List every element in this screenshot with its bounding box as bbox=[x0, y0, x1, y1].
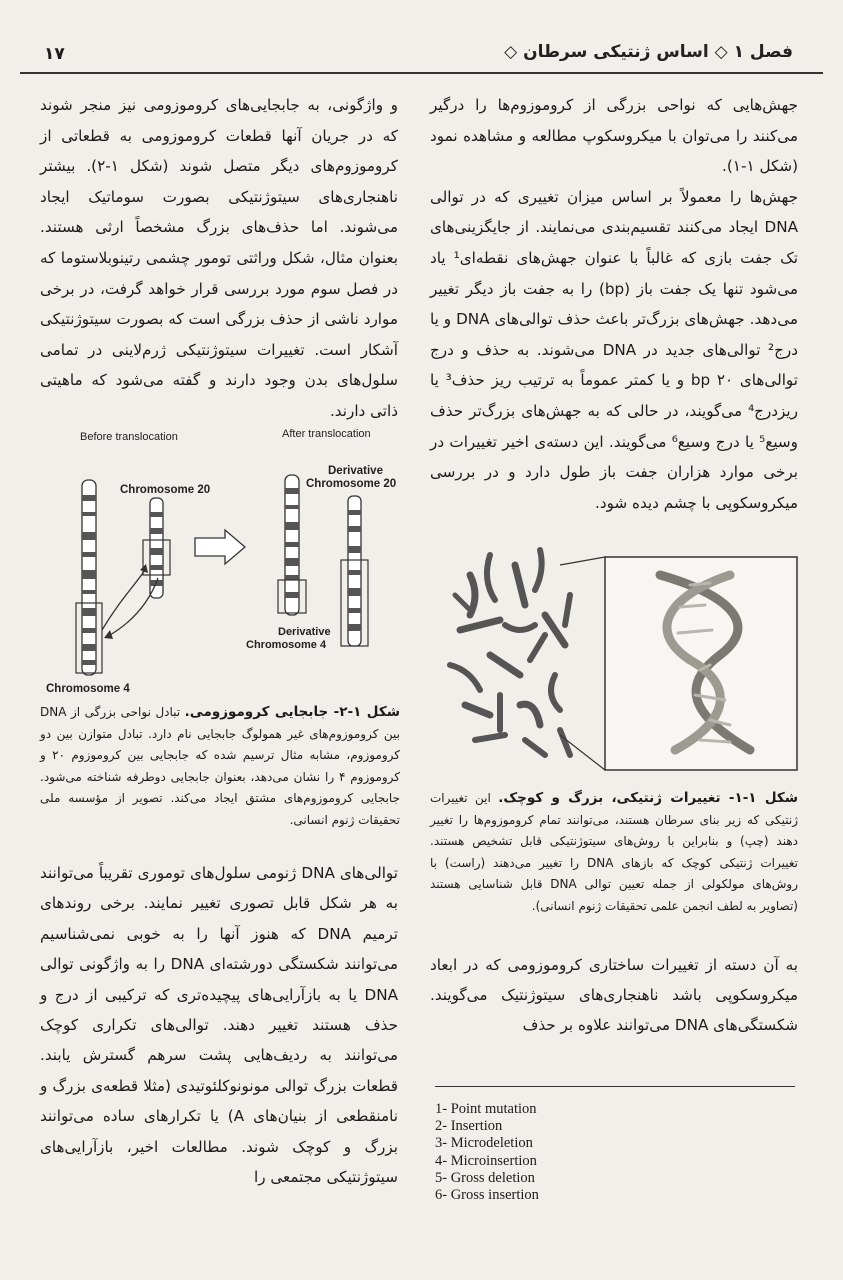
page-number: ۱۷ bbox=[44, 44, 65, 64]
footnote-rule bbox=[435, 1086, 795, 1087]
derivative-chromosome-4 bbox=[278, 475, 306, 615]
footnote: 1- Point mutation bbox=[435, 1101, 537, 1117]
footnote: 3- Microdeletion bbox=[435, 1135, 533, 1152]
chapter-title: فصل ۱ ◇ اساس ژنتیکی سرطان ◇ bbox=[504, 42, 793, 62]
after-translocation-label: After translocation bbox=[282, 428, 371, 440]
figure2-caption bbox=[40, 702, 400, 831]
right-column-bottom bbox=[430, 950, 798, 1040]
transition-arrow bbox=[195, 530, 245, 564]
paragraph: توالی‌های DNA ژنومی سلول‌های توموری تقریباً می‌توانند به هر شکل قابل تصوری تغییر نمایند. برخی روندهای ترمیم DNA که هنوز آنها را به خوبی نمی‌شناسیم می‌توانند شکستگی دورشته‌ای DNA را به واژگونی توالی DNA یا به بازآرایی‌های پیچیده‌تری که ترکیبی از درج و حذف هستند تغییر دهند. توالی‌های تکراری کوچک می‌توانند به ردیف‌هایی پشت سرهم گسترش یابند. قطعات بزرگ توالی مونونوکلئوتیدی (مثلا قطعه‌ی بزرگ و نامنقطعی از بنیان‌های A) یا تکرارهای ساده می‌توانند بزرگ و کوچک شوند. مطالعات اخیر، بازآرایی‌های سیتوژنتیکی مجتمعی را bbox=[40, 864, 399, 1187]
footnote: 4- Microinsertion bbox=[435, 1152, 537, 1169]
zoom-line bbox=[560, 557, 605, 565]
chromosome-4 bbox=[76, 480, 102, 675]
figure1-genetic-changes bbox=[430, 535, 800, 785]
figure2-caption-body: تبادل نواحی بزرگی از DNA بین کروموزوم‌های غیر همولوگ جابجایی نام دارد. تبادل متوازن بین دو کروموزوم، مشابه مثال ترسیم شده که جابجایی بین کروموزوم ۲۰ و کروموزوم ۴ را نشان می‌دهد، بعنوان جابجایی دوطرفه شناخته می‌شود. جابجایی کروموزوم‌های مشتق ایجاد می‌کند. تصویر از مؤسسه ملی تحقیقات ژنوم انسانی. bbox=[40, 705, 401, 827]
paragraph: جهش‌هایی که نواحی بزرگی از کروموزوم‌ها را درگیر می‌کنند را می‌توان با میکروسکوپ مطالعه و مشاهده نمود (شکل ۱-۱). bbox=[430, 96, 798, 176]
chromosome-20-label: Chromosome 20 bbox=[120, 484, 211, 496]
page-header bbox=[20, 38, 803, 78]
figure2-translocation-diagram bbox=[40, 420, 410, 700]
figure1-caption-title: شکل ۱-۱- تغییرات ژنتیکی، بزرگ و کوچک. bbox=[498, 790, 798, 806]
derivative-chromosome-20 bbox=[341, 496, 368, 646]
paragraph: و واژگونی، به جابجایی‌های کروموزومی نیز منجر شوند که در جریان آنها قطعات کروموزومی به قطعاتی از کروموزوم‌های دیگر متصل شوند (شکل ۱-۲). بیشتر ناهنجاری‌های سیتوژنتیکی بصورت سوماتیک ایجاد می‌شوند. اما حذف‌های بزرگ مشخصاً ارثی هستند. بعنوان مثال، شکل وراثتی تومور چشمی رتینوبلاستوما که در فصل سوم مورد بررسی قرار خواهد گرفت، در برخی موارد ناشی از حذف بزرگی است که بصورت سیتوژنتیکی آشکار است. تغییرات سیتوژنتیکی ژرم‌لاینی در تمامی سلول‌های بدن وجود دارند و گفته می‌شود که ماهیتی ذاتی دارند. bbox=[40, 96, 398, 420]
paragraph: به آن دسته از تغییرات ساختاری کروموزومی که در ابعاد میکروسکوپی باشد ناهنجاری‌های سیتوژنتیک می‌گویند. شکستگی‌های DNA می‌توانند علاوه بر حذف bbox=[430, 956, 798, 1034]
derivative-20-label-line1: Derivative bbox=[328, 465, 383, 477]
left-column-top bbox=[40, 90, 398, 427]
header-rule bbox=[20, 72, 823, 74]
figure2-caption-title: شکل ۱-۲- جابجایی کروموزومی. bbox=[184, 704, 400, 720]
footnote: 2- Insertion bbox=[435, 1118, 503, 1135]
derivative-4-label-line2: Chromosome 4 bbox=[246, 639, 327, 651]
exchange-arrow bbox=[102, 570, 145, 630]
chromosome-4-label: Chromosome 4 bbox=[46, 683, 130, 695]
derivative-20-label-line2: Chromosome 20 bbox=[306, 478, 397, 490]
footnotes bbox=[435, 1086, 795, 1204]
karyotype-image bbox=[450, 550, 570, 755]
paragraph: جهش‌ها را معمولاً بر اساس میزان تغییری که در توالی DNA ایجاد می‌کنند تقسیم‌بندی می‌نمایند. از جایگزینی‌های تک جفت بازی که غالباً با عنوان جهش‌های نقطه‌ای¹ یاد می‌شود تنها یک جفت باز (bp) را به جفت باز دیگر تغییر می‌دهد. جهش‌های بزرگ‌تر باعث حذف توالی‌های DNA و یا درج² توالی‌های جدید در DNA می‌شوند. به حذف و درج توالی‌های bp ۲۰ و یا کمتر عموماً به ترتیب ریز حذف³ یا ریزدرج⁴ می‌گویند، در حالی که به جهش‌های بزرگ‌تر حذف وسیع⁵ یا درج وسیع⁶ می‌گویند. این دسته‌ی اخیر تغییرات در برخی موارد هزاران جفت باز طول دارد و در بررسی میکروسکوپی با چشم دیده شود. bbox=[430, 187, 798, 512]
figure1-caption bbox=[430, 788, 798, 917]
before-translocation-label: Before translocation bbox=[80, 431, 178, 443]
left-column-bottom bbox=[40, 858, 398, 1192]
footnote: 5- Gross deletion bbox=[435, 1169, 535, 1186]
derivative-4-label-line1: Derivative bbox=[278, 626, 331, 638]
footnote: 6- Gross insertion bbox=[435, 1187, 539, 1204]
figure1-caption-body: این تغییرات ژنتیکی که زیر بنای سرطان هستند، می‌توانند تمام کروموزوم‌ها را تغییر دهند (چپ) و بنابراین با روش‌های سیتوژنتیکی قابل تشخیص هستند. تغییرات ژنتیکی کوچک که بازهای DNA را تغییر می‌دهند (راست) با روش‌های مولکولی از جمله تعیین توالی DNA قابل شناسایی هستند (تصاویر به لطف انجمن علمی تحقیقات ژنوم انسانی). bbox=[430, 791, 798, 913]
right-column-top bbox=[430, 90, 798, 518]
